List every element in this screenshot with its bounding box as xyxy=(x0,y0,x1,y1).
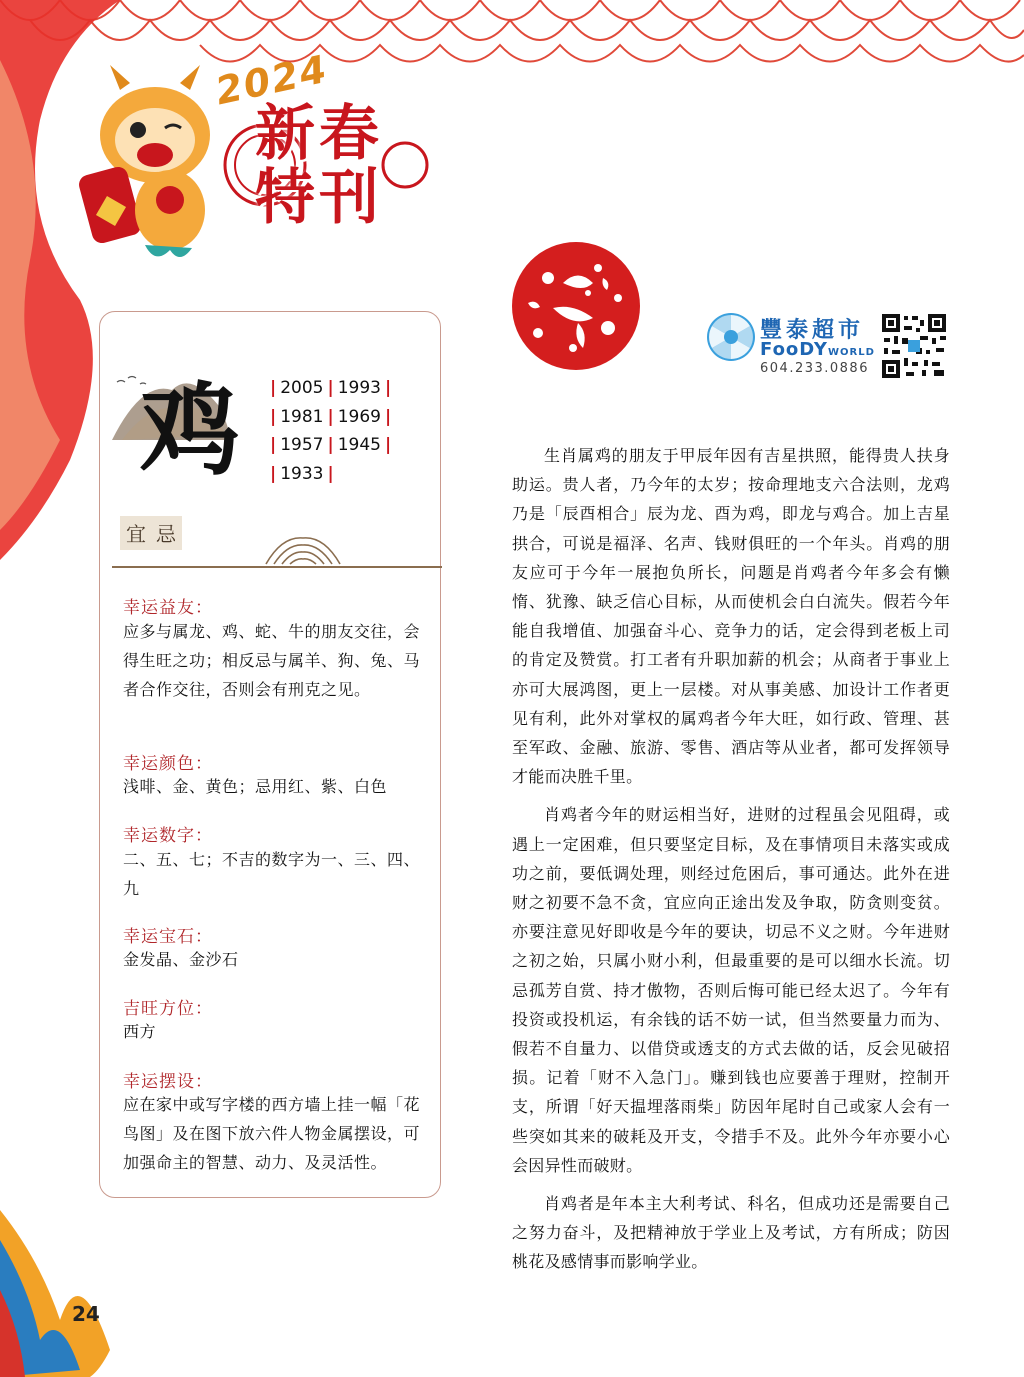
year-value: 1981 xyxy=(280,406,324,427)
section-body-numbers: 二、五、七；不吉的数字为一、三、四、九 xyxy=(123,850,421,898)
year-row: | 1933 | xyxy=(270,463,334,484)
year-value: 2005 xyxy=(280,378,324,398)
store-name-en xyxy=(760,339,875,360)
year-value: 1969 xyxy=(337,406,381,427)
year-row: | 1981 | 1969 | xyxy=(270,406,392,427)
title-line-1: 新春 xyxy=(255,99,383,169)
section-body-colors: 浅啡、金、黄色；忌用红、紫、白色 xyxy=(123,777,388,796)
year-value: 1993 xyxy=(337,378,381,398)
year-value: 1945 xyxy=(337,435,381,455)
section-body-decor: 应在家中或写字楼的西方墙上挂一幅「花鸟图」及在图下放六件人物金属摆设，可加强命主的智慧、动力、及灵活性。 xyxy=(123,1095,421,1172)
section-heading-gems: 幸运宝石： xyxy=(123,927,213,947)
section-heading-numbers: 幸运数字： xyxy=(123,826,213,846)
article-body xyxy=(512,441,950,1286)
bottom-left-flame-decoration xyxy=(0,1200,120,1377)
zodiac-years-list xyxy=(270,374,430,488)
qr-code-icon[interactable] xyxy=(880,312,948,380)
store-name-en-main: FooDY xyxy=(760,339,828,360)
section-body-gems: 金发晶、金沙石 xyxy=(123,950,239,969)
section-heading-decor: 幸运摆设： xyxy=(123,1072,213,1092)
ji-label: 忌 xyxy=(156,522,176,546)
year-value: 1957 xyxy=(280,435,324,455)
page-title xyxy=(255,99,383,233)
store-phone: 604.233.0886 xyxy=(760,361,869,376)
zodiac-character: 鸡 xyxy=(140,371,240,489)
year-row: | 2005 | 1993 | xyxy=(270,378,392,398)
page-number: 24 xyxy=(72,1302,100,1326)
wave-ornament-icon xyxy=(262,532,344,570)
section-heading-friends: 幸运益友： xyxy=(123,598,213,618)
store-logo-icon xyxy=(706,312,756,362)
section-heading-direction: 吉旺方位： xyxy=(123,999,213,1019)
section-heading-colors: 幸运颜色： xyxy=(123,754,213,774)
title-line-2: 特刊 xyxy=(255,163,383,233)
title-year: 2024 xyxy=(211,46,333,114)
article-paragraph: 肖鸡者是年本主大利考试、科名，但成功还是需要自己之努力奋斗，及把精神放于学业上及考试，方有所成；防因桃花及感情事而影响学业。 xyxy=(512,1194,950,1272)
divider-line xyxy=(112,566,442,568)
store-name-cn: 豐泰超市 xyxy=(760,317,865,343)
year-row: | 1957 | 1945 | xyxy=(270,435,392,455)
store-name-en-suffix: WORLD xyxy=(827,347,875,358)
article-paragraph: 肖鸡者今年的财运相当好，进财的过程虽会见阻碍，或遇上一定困难，但只要坚定目标，及在事情项目未落实或成功之前，要低调处理，则经过危困后，事可通达。此外在进财之初要不急不贪，宜应向正途出发及争取，防贪则变贫。亦要注意见好即收是今年的要诀，切忌不义之财。今年进财之初之始，只属小财小利，但最重要的是可以细水长流。切忌孤芳自赏、持才傲物，否则后悔可能已经太迟了。今年有投资或投机运，有余钱的话不妨一试，但当然要量力而为、假若不自量力、以借贷或透支的方式去做的话，反会见破招损。记着「财不入急门」。赚到钱也应要善于理财，控制开支，所谓「好天揾埋落雨柴」防因年尾时自己或家人会有一些突如其来的破耗及开支，令措手不及。此外今年亦要小心会因异性而破财。 xyxy=(512,805,950,1175)
section-body-friends: 应多与属龙、鸡、蛇、牛的朋友交往，会得生旺之功；相反忌与属羊、狗、兔、马者合作交往，否则会有刑克之见。 xyxy=(123,622,421,699)
article-paragraph: 生肖属鸡的朋友于甲辰年因有吉星拱照，能得贵人扶身助运。贵人者，乃今年的太岁；按命理地支六合法则，龙鸡乃是「辰酉相合」辰为龙、酉为鸡，即龙与鸡合。加上吉星拱合，可说是福泽、名声、钱财俱旺的一个年头。肖鸡的朋友应可于今年一展抱负所长，问题是肖鸡者今年多会有懒惰、犹豫、缺乏信心目标，从而使机会白白流失。假若今年能自我增值、加强奋斗心、竞争力的话，定会得到老板上司的肯定及赞赏。打工者有升职加薪的机会；从商者于事业上亦可大展鸿图，更上一层楼。对从事美感、加设计工作者更见有利，此外对掌权的属鸡者今年大旺，如行政、管理、甚至军政、金融、旅游、零售、酒店等从业者，都可发挥领导才能而决胜千里。 xyxy=(512,446,950,787)
rooster-papercut-icon xyxy=(508,238,644,374)
yi-label: 宜 xyxy=(126,522,146,546)
section-body-direction: 西方 xyxy=(123,1022,157,1041)
year-value: 1933 xyxy=(280,463,324,484)
dragon-mascot-icon xyxy=(60,60,230,270)
